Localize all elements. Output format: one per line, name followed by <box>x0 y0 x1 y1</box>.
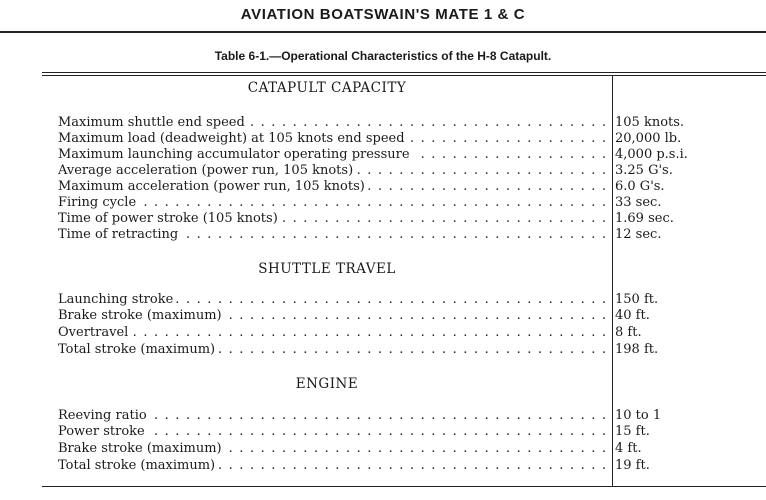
section-heading-shuttle-travel: SHUTTLE TRAVEL <box>258 261 396 277</box>
row-label: Power stroke <box>58 424 148 439</box>
row-value: 3.25 G's. <box>615 163 673 178</box>
table-top-rule <box>42 72 766 73</box>
section-heading-engine: ENGINE <box>295 376 359 392</box>
table-row <box>58 292 758 308</box>
row-label: Maximum acceleration (power run, 105 knots) <box>58 179 368 194</box>
row-value: 105 knots. <box>615 115 685 130</box>
header-rule <box>0 31 766 33</box>
row-label: Maximum load (deadweight) at 105 knots end speed <box>58 131 408 146</box>
table-row <box>58 147 758 163</box>
table-row <box>58 424 758 440</box>
table-row <box>58 195 758 211</box>
table-row <box>58 441 758 457</box>
row-value: 198 ft. <box>615 342 659 357</box>
row-label: Time of retracting <box>58 227 181 242</box>
row-label: Firing cycle <box>58 195 139 210</box>
row-label: Reeving ratio <box>58 408 150 423</box>
row-label: Time of power stroke (105 knots) <box>58 211 281 226</box>
row-value: 6.0 G's. <box>615 179 665 194</box>
table-row <box>58 131 758 147</box>
row-value: 1.69 sec. <box>615 211 674 226</box>
row-value: 4,000 p.s.i. <box>615 147 688 162</box>
row-value: 33 sec. <box>615 195 662 210</box>
table-row <box>58 115 758 131</box>
table-bottom-rule <box>42 486 766 487</box>
table-row <box>58 308 758 324</box>
row-label: Brake stroke (maximum) <box>58 308 225 323</box>
row-label: Brake stroke (maximum) <box>58 441 225 456</box>
row-value: 12 sec. <box>615 227 662 242</box>
table-row <box>58 227 758 243</box>
row-value: 10 to 1 <box>615 408 662 423</box>
row-label: Total stroke (maximum) <box>58 342 218 357</box>
table-row <box>58 408 758 424</box>
table-row <box>58 179 758 195</box>
table-row <box>58 325 758 341</box>
row-value: 150 ft. <box>615 292 659 307</box>
running-head: AVIATION BOATSWAIN'S MATE 1 & C <box>240 6 526 23</box>
table-row <box>58 211 758 227</box>
row-value: 19 ft. <box>615 458 650 473</box>
row-value: 40 ft. <box>615 308 650 323</box>
section-heading-catapult-capacity: CATAPULT CAPACITY <box>247 80 407 96</box>
table-row <box>58 458 758 474</box>
row-value: 20,000 lb. <box>615 131 682 146</box>
table-top-rule-inner <box>42 75 766 76</box>
table-row <box>58 163 758 179</box>
table-row <box>58 342 758 358</box>
row-value: 8 ft. <box>615 325 642 340</box>
row-value: 4 ft. <box>615 441 642 456</box>
row-value: 15 ft. <box>615 424 650 439</box>
row-label: Maximum shuttle end speed <box>58 115 248 130</box>
row-label: Overtravel <box>58 325 131 340</box>
row-label: Launching stroke <box>58 292 176 307</box>
row-label: Maximum launching accumulator operating pressure <box>58 147 413 162</box>
row-label: Total stroke (maximum) <box>58 458 218 473</box>
table-title: Table 6-1.—Operational Characteristics of the H-8 Catapult. <box>214 49 552 63</box>
row-label: Average acceleration (power run, 105 knots) <box>58 163 356 178</box>
